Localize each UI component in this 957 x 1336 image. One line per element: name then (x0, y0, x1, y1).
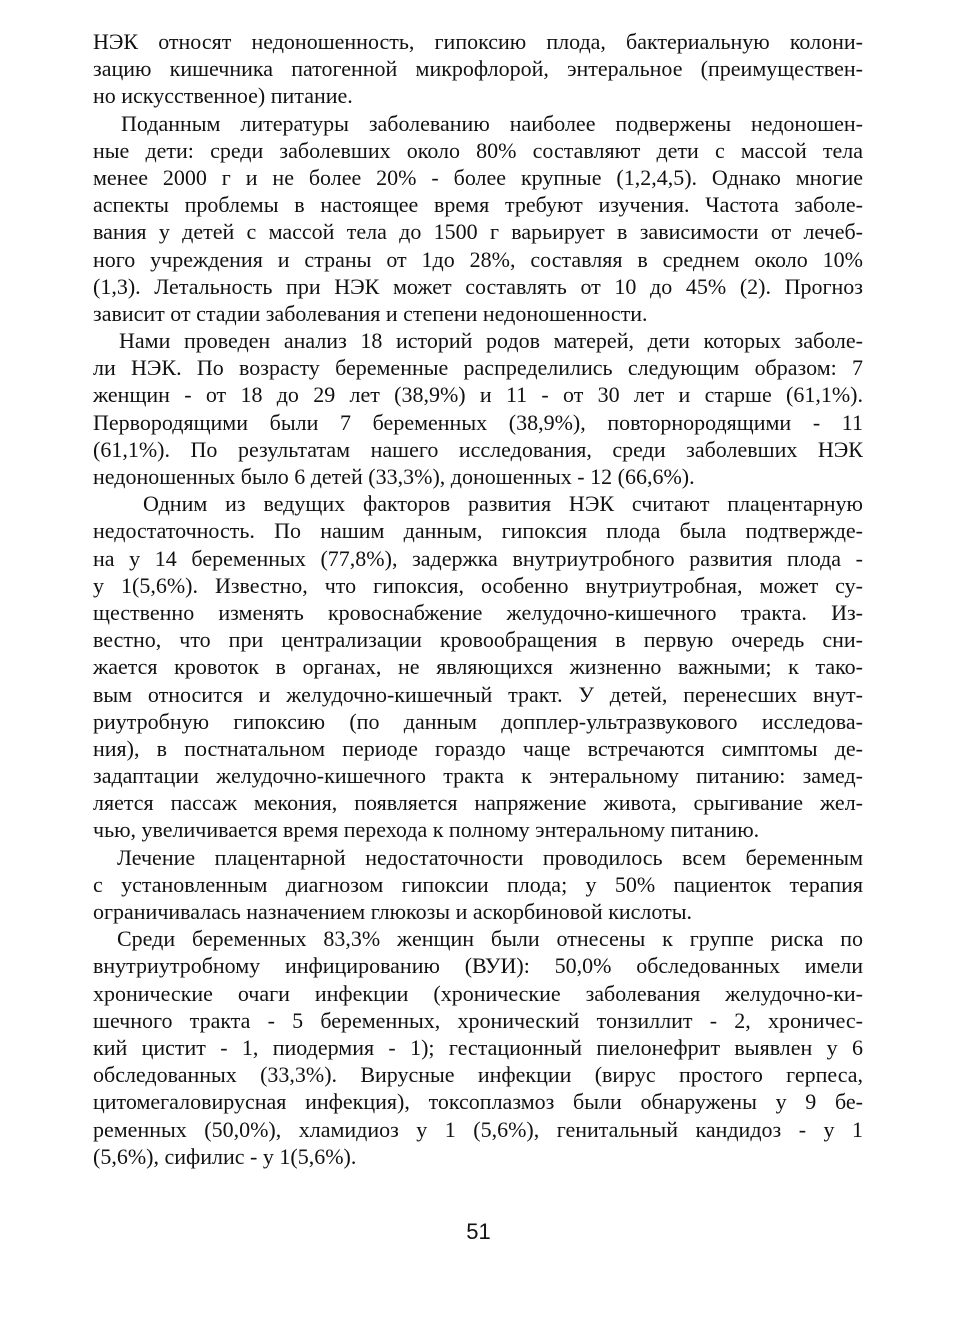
paragraph (93, 28, 863, 110)
text-line: ли НЭК. По возрасту беременные распределились следующим образом: 7 (93, 355, 863, 381)
text-line: зацию кишечника патогенной микрофлорой, энтеральное (преимуществен- (93, 56, 863, 82)
text-line: (1,3). Летальность при НЭК может составлять от 10 до 45% (2). Прогноз (93, 273, 863, 299)
paragraph (93, 110, 863, 328)
text-line: вания у детей с массой тела до 1500 г варьирует в зависимости от лечеб- (93, 219, 863, 245)
text-line: задаптации желудочно-кишечного тракта к энтеральному питанию: замед- (93, 763, 863, 789)
paragraph (93, 925, 863, 1170)
text-line: жается кровоток в органах, не являющихся жизненно важными; к тако- (93, 654, 863, 680)
paragraph (93, 844, 863, 926)
text-line: Среди беременных 83,3% женщин были отнесены к группе риска по (117, 926, 863, 952)
text-line: ляется пассаж мекония, появляется напряжение живота, срыгивание жел- (93, 790, 863, 816)
text-line: обследованных (33,3%). Вирусные инфекции (вирус простого герпеса, (93, 1062, 863, 1088)
text-line: хронические очаги инфекции (хронические заболевания желудочно-ки- (93, 980, 863, 1006)
text-line: (61,1%). По результатам нашего исследования, среди заболевших НЭК (93, 436, 863, 462)
text-line: с установленным диагнозом гипоксии плода; у 50% пациенток терапия (93, 871, 863, 897)
text-line: менее 2000 г и не более 20% - более крупные (1,2,4,5). Однако многие (93, 164, 863, 190)
text-line: зависит от стадии заболевания и степени недоношенности. (93, 300, 648, 326)
text-line: ния), в постнатальном периоде гораздо чаще встречаются симптомы де- (93, 735, 863, 761)
text-line: риутробную гипоксию (по данным допплер-ультразвукового исследова- (93, 708, 863, 734)
paragraph (93, 327, 863, 490)
text-line: вестно, что при централизации кровообращения в первую очередь сни- (93, 627, 863, 653)
text-line: вым относится и желудочно-кишечный тракт. У детей, перенесших внут- (93, 681, 863, 707)
text-line: Нами проведен анализ 18 историй родов матерей, дети которых заболе- (119, 328, 863, 354)
text-line: щественно изменять кровоснабжение желудочно-кишечного тракта. Из- (93, 599, 863, 625)
text-line: кий цистит - 1, пиодермия - 1); гестационный пиелонефрит выявлен у 6 (93, 1034, 863, 1060)
text-line: НЭК относят недоношенность, гипоксию плода, бактериальную колони- (93, 29, 863, 54)
text-line: шечного тракта - 5 беременных, хронический тонзиллит - 2, хроничес- (93, 1007, 863, 1033)
text-line: но искусственное) питание. (93, 83, 353, 109)
document-body (93, 28, 863, 1170)
text-line: на у 14 беременных (77,8%), задержка внутриутробного развития плода - (93, 545, 863, 571)
text-line: Первородящими были 7 беременных (38,9%), повторнородящими - 11 (93, 409, 863, 435)
text-line: недостаточность. По нашим данным, гипоксия плода была подтвержде- (93, 518, 863, 544)
text-line: аспекты проблемы в настоящее время требуют изучения. Частота заболе- (93, 192, 863, 218)
text-line: Одним из ведущих факторов развития НЭК считают плацентарную (143, 491, 863, 517)
paragraph (93, 490, 863, 843)
text-line: Поданным литературы заболеванию наиболее подвержены недоношен- (121, 110, 863, 136)
text-line: Лечение плацентарной недостаточности проводилось всем беременным (117, 844, 863, 870)
text-line: чью, увеличивается время перехода к полному энтеральному питанию. (93, 817, 760, 843)
text-line: ные дети: среди заболевших около 80% составляют дети с массой тела (93, 137, 863, 163)
page-number: 51 (466, 1219, 491, 1244)
text-line: внутриутробному инфицированию (ВУИ): 50,0% обследованных имели (93, 953, 863, 979)
text-line: (5,6%), сифилис - у 1(5,6%). (93, 1143, 357, 1169)
text-line: ного учреждения и страны от 1до 28%, составляя в среднем около 10% (93, 246, 863, 272)
text-line: у 1(5,6%). Известно, что гипоксия, особенно внутриутробная, может су- (93, 572, 863, 598)
text-line: женщин - от 18 до 29 лет (38,9%) и 11 - от 30 лет и старше (61,1%). (93, 382, 863, 408)
text-line: ограничивалась назначением глюкозы и аскорбиновой кислоты. (93, 899, 693, 924)
text-line: ременных (50,0%), хламидиоз у 1 (5,6%), генитальный кандидоз - у 1 (93, 1116, 863, 1142)
text-line: недоношенных было 6 детей (33,3%), доношенных - 12 (66,6%). (93, 464, 695, 489)
text-line: цитомегаловирусная инфекция), токсоплазмоз были обнаружены у 9 бе- (93, 1089, 863, 1115)
